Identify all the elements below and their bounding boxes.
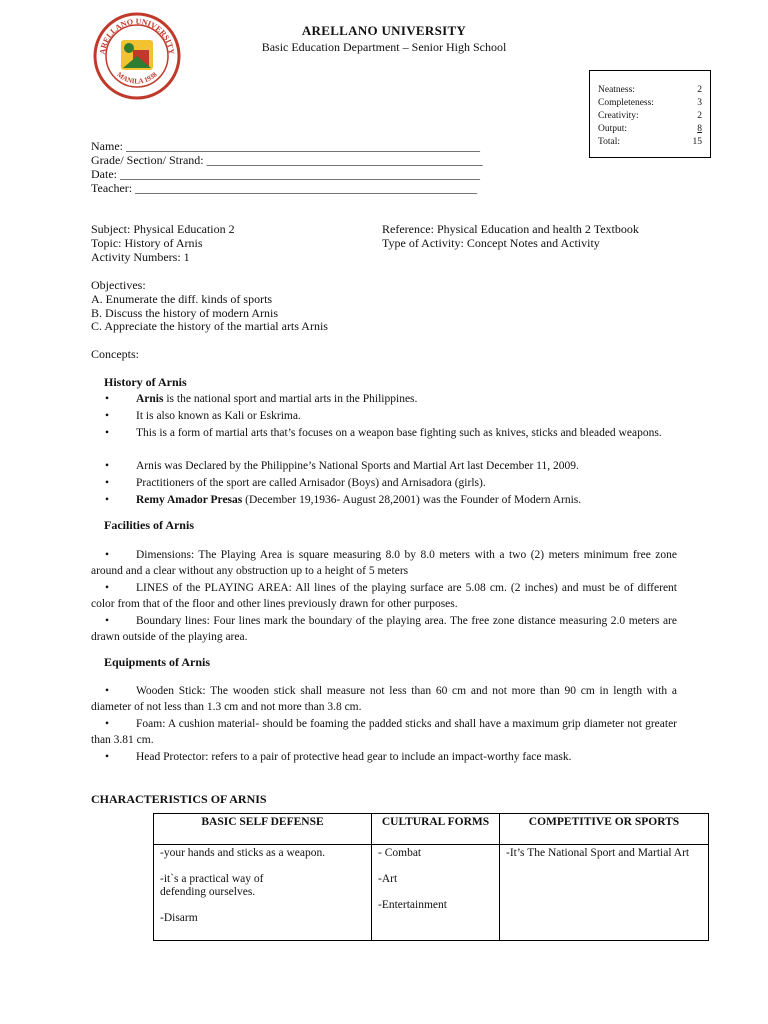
- cell-text: -It’s The National Sport and Martial Art: [506, 847, 690, 859]
- bullet-text: Arnis was Declared by the Philippine’s National Sports and Martial Art last December 11, 2009.: [136, 460, 579, 472]
- history-bullet: [91, 425, 677, 441]
- table-cell: [500, 845, 709, 941]
- history-bullet: [91, 408, 677, 424]
- bullet-text: (December 19,1936- August 28,2001) was the Founder of Modern Arnis.: [242, 494, 582, 506]
- history-bullet: [91, 458, 677, 474]
- reference-line: Reference: Physical Education and health 2 Textbook: [382, 222, 639, 236]
- table-cell: [154, 845, 372, 941]
- bullet-icon: •: [105, 685, 110, 697]
- table-cell: [372, 845, 500, 941]
- score-row: [598, 85, 702, 97]
- score-label: Output:: [598, 124, 628, 134]
- score-value: 15: [692, 137, 702, 147]
- teacher-field[interactable]: Teacher: _________________________________________________________: [91, 181, 478, 195]
- facilities-bullet: [91, 547, 677, 579]
- bullet-icon: •: [105, 549, 110, 561]
- bullet-icon: •: [105, 477, 110, 489]
- topic-line: Topic: History of Arnis: [91, 236, 203, 250]
- date-field[interactable]: Date: ____________________________________________________________: [91, 167, 480, 181]
- activity-numbers-line: Activity Numbers: 1: [91, 250, 190, 264]
- cell-text: - Combat: [378, 847, 422, 859]
- score-value: 2: [697, 85, 702, 95]
- table-header-row: [154, 814, 709, 845]
- objective-item: C. Appreciate the history of the martial arts Arnis: [91, 319, 328, 333]
- score-value: 3: [697, 98, 702, 108]
- bullet-icon: •: [105, 494, 110, 506]
- activity-type-line: Type of Activity: Concept Notes and Activity: [382, 236, 600, 250]
- characteristics-heading: CHARACTERISTICS OF ARNIS: [91, 792, 267, 806]
- score-label: Neatness:: [598, 85, 635, 95]
- column-header: CULTURAL FORMS: [372, 814, 500, 845]
- department-subtitle: Basic Education Department – Senior High School: [261, 40, 507, 54]
- facilities-bullet: [91, 613, 677, 645]
- concepts-label: Concepts:: [91, 347, 139, 361]
- cell-text: -Disarm: [160, 912, 198, 924]
- column-header: BASIC SELF DEFENSE: [154, 814, 372, 845]
- equipments-heading: Equipments of Arnis: [104, 655, 211, 669]
- cell-text: -Entertainment: [378, 899, 447, 911]
- bullet-text: Dimensions: The Playing Area is square measuring 8.0 by 8.0 meters with a two (2) meters minimum free zone around and a clear without any obstruction up to a height of 5 meters: [91, 549, 677, 577]
- bullet-text: Foam: A cushion material- should be foaming the padded sticks and shall have a maximum grip diameter not greater than 3.81 cm.: [91, 718, 677, 746]
- equipment-bullet: [91, 749, 677, 765]
- objective-item: B. Discuss the history of modern Arnis: [91, 306, 278, 320]
- score-row: [598, 137, 702, 149]
- score-box: [589, 70, 711, 158]
- facilities-heading: Facilities of Arnis: [104, 518, 194, 532]
- cell-text: -Art: [378, 873, 398, 885]
- bullet-icon: •: [105, 410, 110, 422]
- equipment-bullet: [91, 683, 677, 715]
- bullet-text: Wooden Stick: The wooden stick shall measure not less than 60 cm and not more than 90 cm in length with a diameter of not less than 1.3 cm and not more than 3.8 cm.: [91, 685, 677, 713]
- score-row: [598, 124, 702, 136]
- subject-line: Subject: Physical Education 2: [91, 222, 235, 236]
- objective-item: A. Enumerate the diff. kinds of sports: [91, 292, 273, 306]
- name-field[interactable]: Name: ___________________________________________________________: [91, 139, 480, 153]
- bullet-text: This is a form of martial arts that’s focuses on a weapon base fighting such as knives, sticks and bleaded weapons.: [136, 427, 662, 439]
- column-header: COMPETITIVE OR SPORTS: [500, 814, 709, 845]
- bullet-icon: •: [105, 393, 110, 405]
- bullet-text: Head Protector: refers to a pair of protective head gear to include an impact-worthy face mask.: [136, 751, 572, 763]
- cell-text: -your hands and sticks as a weapon.: [160, 847, 326, 859]
- characteristics-table: [153, 813, 709, 941]
- score-value: 8: [697, 124, 702, 134]
- bullet-icon: •: [105, 718, 110, 730]
- cell-text: -it`s a practical way of defending ourselves.: [160, 873, 264, 898]
- bullet-icon: •: [105, 751, 110, 763]
- bullet-text: Practitioners of the sport are called Arnisador (Boys) and Arnisadora (girls).: [136, 477, 486, 489]
- history-bullet: [91, 492, 677, 508]
- bullet-icon: •: [105, 427, 110, 439]
- history-bullet: [91, 391, 677, 407]
- bullet-icon: •: [105, 460, 110, 472]
- history-heading: History of Arnis: [104, 375, 187, 389]
- bullet-text: is the national sport and martial arts in the Philippines.: [163, 393, 418, 405]
- table-row: [154, 845, 709, 941]
- bullet-text: It is also known as Kali or Eskrima.: [136, 410, 301, 422]
- score-value: 2: [697, 111, 702, 121]
- score-row: [598, 98, 702, 110]
- founder-bold: Remy Amador Presas: [136, 494, 243, 506]
- bullet-text: Boundary lines: Four lines mark the boundary of the playing area. The free zone distance measuring 2.0 meters are drawn outside of the playing area.: [91, 615, 677, 643]
- score-label: Creativity:: [598, 111, 639, 121]
- score-label: Completeness:: [598, 98, 654, 108]
- seal-top-text: ARELLANO UNIVERSITY: [97, 16, 177, 55]
- equipment-bullet: [91, 716, 677, 748]
- arnis-bold: Arnis: [136, 393, 164, 405]
- objectives-heading: Objectives:: [91, 278, 146, 292]
- seal-bottom-text: MANILA 1938: [115, 70, 159, 86]
- bullet-icon: •: [105, 615, 110, 627]
- bullet-icon: •: [105, 582, 110, 594]
- score-row: [598, 111, 702, 123]
- history-bullet: [91, 475, 677, 491]
- score-label: Total:: [598, 137, 621, 147]
- grade-section-field[interactable]: Grade/ Section/ Strand: ______________________________________________: [91, 153, 483, 167]
- university-title: ARELLANO UNIVERSITY: [301, 23, 467, 38]
- facilities-bullet: [91, 580, 677, 612]
- bullet-text: LINES of the PLAYING AREA: All lines of the playing surface are 5.08 cm. (2 inches) and must be of different color from that of the floor and other lines previously drawn for other purposes.: [91, 582, 677, 610]
